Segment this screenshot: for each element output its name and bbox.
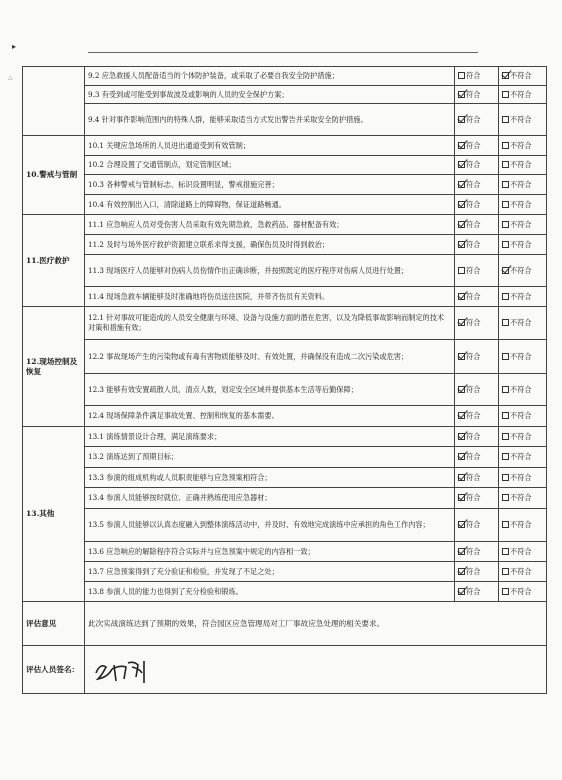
pass-option[interactable] (455, 287, 499, 307)
option-label: 符合 (466, 318, 481, 327)
criterion-text: 13.4 参演人员能够按时就位、正确并熟练使用应急器材； (85, 488, 455, 509)
option-label: 符合 (466, 265, 481, 275)
checked-box-icon[interactable] (458, 116, 465, 123)
fail-option[interactable] (499, 104, 547, 136)
category-label: 11.医疗救护 (23, 215, 85, 307)
option-label: 符合 (466, 472, 481, 482)
evaluation-table (22, 66, 547, 694)
checklist-row (23, 67, 547, 86)
pass-option[interactable] (455, 509, 499, 542)
checklist-row (23, 509, 547, 542)
option-label: 符合 (466, 520, 481, 529)
criterion-text: 11.2 及时与场外医疗救护资源建立联系求得支援，确保伤员及时得到救治； (85, 235, 455, 255)
checklist-row (23, 427, 547, 447)
checkbox-icon[interactable] (502, 353, 509, 360)
option-label: 符合 (466, 452, 481, 461)
option-label: 不符合 (510, 493, 532, 502)
checklist-row (23, 488, 547, 509)
checklist-row (23, 374, 547, 406)
option-label: 不符合 (510, 114, 532, 124)
checked-box-icon[interactable] (458, 161, 465, 168)
checkbox-icon[interactable] (502, 293, 509, 300)
assessment-label: 评估意见 (23, 602, 85, 646)
checkbox-icon[interactable] (458, 72, 465, 79)
checkbox-icon[interactable] (502, 241, 509, 248)
checklist-row (23, 235, 547, 255)
pass-option[interactable] (455, 406, 499, 427)
option-label: 不符合 (510, 546, 532, 556)
option-label: 符合 (466, 586, 481, 596)
checklist-row (23, 447, 547, 468)
option-label: 符合 (466, 160, 481, 169)
option-label: 不符合 (510, 411, 532, 420)
pass-option[interactable] (455, 175, 499, 195)
option-label: 不符合 (510, 520, 532, 529)
option-label: 符合 (466, 431, 481, 441)
fail-option[interactable] (499, 374, 547, 406)
fail-option[interactable] (499, 86, 547, 104)
checked-box-icon[interactable] (458, 201, 465, 208)
checked-box-icon[interactable] (458, 293, 465, 300)
checked-box-icon[interactable] (458, 521, 465, 528)
checkbox-icon[interactable] (502, 181, 509, 188)
pass-option[interactable] (455, 136, 499, 156)
fail-option[interactable] (499, 582, 547, 602)
checklist-row (23, 406, 547, 427)
criterion-text: 13.7 应急预案得到了充分验证和检验，并发现了不足之处； (85, 562, 455, 582)
fail-option[interactable] (499, 562, 547, 582)
checkbox-icon[interactable] (502, 433, 509, 440)
option-label: 不符合 (510, 566, 532, 576)
pass-option[interactable] (455, 340, 499, 374)
option-label: 不符合 (510, 586, 532, 596)
fail-option[interactable] (499, 307, 547, 340)
pass-option[interactable] (455, 562, 499, 582)
pass-option[interactable] (455, 488, 499, 509)
checklist-row (23, 287, 547, 307)
option-label: 不符合 (510, 199, 532, 209)
checked-box-icon[interactable] (458, 91, 465, 98)
checkbox-icon[interactable] (502, 201, 509, 208)
signature-row (23, 646, 547, 694)
option-label: 不符合 (510, 431, 532, 441)
checkbox-icon[interactable] (502, 588, 509, 595)
option-label: 符合 (466, 493, 481, 502)
criterion-text: 11.1 应急响应人员对受伤害人员采取有效先期急救，急救药品、器材配备有效； (85, 215, 455, 235)
criterion-text: 9.3 有受到或可能受到事故波及或影响的人员的安全保护方案； (85, 86, 455, 104)
fail-option[interactable] (499, 488, 547, 509)
pass-option[interactable] (455, 195, 499, 215)
checked-box-icon[interactable] (458, 241, 465, 248)
checked-box-icon[interactable] (458, 353, 465, 360)
criterion-text: 11.3 现场医疗人员能够对伤病人员伤情作出正确诊断，并按照既定的医疗程序对伤病人员进行处置； (85, 255, 455, 287)
option-label: 符合 (466, 566, 481, 576)
pass-option[interactable] (455, 427, 499, 447)
handwritten-signature (88, 655, 158, 685)
criterion-text: 10.3 各种警戒与管制标志、标识设置明显，警戒措施完善； (85, 175, 455, 195)
checked-box-icon[interactable] (458, 548, 465, 555)
fail-option[interactable] (499, 195, 547, 215)
checklist-row (23, 562, 547, 582)
option-label: 符合 (466, 546, 481, 556)
criterion-text: 9.2 应急救援人员配备适当的个体防护装备，或采取了必要自我安全防护措施； (85, 67, 455, 86)
fail-option[interactable] (499, 175, 547, 195)
signature-cell (85, 646, 547, 694)
checklist-row (23, 468, 547, 488)
pass-option[interactable] (455, 86, 499, 104)
fail-option[interactable] (499, 447, 547, 468)
criterion-text: 12.4 现场保障条件满足事故处置、控制和恢复的基本需要。 (85, 406, 455, 427)
checkbox-icon[interactable] (502, 548, 509, 555)
option-label: 符合 (466, 89, 481, 99)
checked-box-icon[interactable] (502, 72, 509, 79)
checklist-row (23, 86, 547, 104)
signature-label: 评估人员签名： (23, 646, 85, 694)
option-label: 符合 (466, 411, 481, 420)
assessment-row (23, 602, 547, 646)
criterion-text: 10.1 关键应急场所的人员进出通道受到有效管制； (85, 136, 455, 156)
pass-option[interactable] (455, 156, 499, 175)
option-label: 不符合 (510, 219, 532, 229)
checkbox-icon[interactable] (502, 412, 509, 419)
option-label: 符合 (466, 219, 481, 229)
fail-option[interactable] (499, 215, 547, 235)
checked-box-icon[interactable] (458, 319, 465, 326)
option-label: 符合 (466, 384, 481, 394)
checkbox-icon[interactable] (502, 221, 509, 228)
option-label: 不符合 (510, 291, 532, 301)
checkbox-icon[interactable] (502, 568, 509, 575)
pass-option[interactable] (455, 255, 499, 287)
checked-box-icon[interactable] (458, 474, 465, 481)
checked-box-icon[interactable] (458, 568, 465, 575)
checklist-row (23, 215, 547, 235)
checkbox-icon[interactable] (502, 521, 509, 528)
option-label: 不符合 (510, 265, 532, 275)
checkbox-icon[interactable] (502, 116, 509, 123)
criterion-text: 12.2 事故现场产生的污染物或有毒有害物质能够及时、有效处置，并确保没有造成二次污染或危害； (85, 340, 455, 374)
checked-box-icon[interactable] (458, 588, 465, 595)
checklist-row (23, 542, 547, 562)
checked-box-icon[interactable] (458, 142, 465, 149)
criterion-text: 11.4 现场急救车辆能够及时准确地将伤员送往医院，并带齐伤员有关资料。 (85, 287, 455, 307)
checkbox-icon[interactable] (502, 142, 509, 149)
pass-option[interactable] (455, 542, 499, 562)
checked-box-icon[interactable] (458, 433, 465, 440)
checklist-row (23, 175, 547, 195)
option-label: 不符合 (510, 239, 532, 249)
checked-box-icon[interactable] (458, 181, 465, 188)
option-label: 符合 (466, 199, 481, 209)
option-label: 符合 (466, 179, 481, 189)
checked-box-icon[interactable] (502, 267, 509, 274)
criterion-text: 9.4 针对事件影响范围内的特殊人群，能够采取适当方式发出警告并采取安全防护措施。 (85, 104, 455, 136)
option-label: 不符合 (510, 351, 532, 361)
option-label: 不符合 (510, 318, 532, 327)
checklist-row (23, 340, 547, 374)
fail-option[interactable] (499, 542, 547, 562)
option-label: 符合 (466, 140, 481, 150)
pass-option[interactable] (455, 468, 499, 488)
fail-option[interactable] (499, 235, 547, 255)
pass-option[interactable] (455, 307, 499, 340)
criterion-text: 13.8 参演人员的能力也得到了充分检验和锻炼。 (85, 582, 455, 602)
fail-option[interactable] (499, 67, 547, 86)
checkbox-icon[interactable] (502, 91, 509, 98)
fail-option[interactable] (499, 255, 547, 287)
option-label: 不符合 (510, 472, 532, 482)
checklist-row (23, 156, 547, 175)
criterion-text: 13.3 参演的组成机构或人员职责能够与应急预案相符合； (85, 468, 455, 488)
option-label: 符合 (466, 71, 481, 80)
margin-mark: △ (8, 74, 13, 81)
pass-option[interactable] (455, 215, 499, 235)
criterion-text: 13.2 演练达到了预期目标； (85, 447, 455, 468)
pass-option[interactable] (455, 104, 499, 136)
pass-option[interactable] (455, 67, 499, 86)
checklist-row (23, 195, 547, 215)
criterion-text: 10.2 合理设置了交通管制点，划定管制区域； (85, 156, 455, 175)
checked-box-icon[interactable] (458, 494, 465, 501)
pass-option[interactable] (455, 582, 499, 602)
checkbox-icon[interactable] (502, 386, 509, 393)
option-label: 不符合 (510, 160, 532, 169)
fail-option[interactable] (499, 287, 547, 307)
checked-box-icon[interactable] (458, 412, 465, 419)
checkbox-icon[interactable] (502, 474, 509, 481)
option-label: 符合 (466, 239, 481, 249)
checkbox-icon[interactable] (502, 161, 509, 168)
pass-option[interactable] (455, 374, 499, 406)
header-rule (88, 52, 478, 53)
option-label: 符合 (466, 351, 481, 361)
criterion-text: 10.4 有效控制出入口，清除道路上的障碍物，保证道路畅通。 (85, 195, 455, 215)
pass-option[interactable] (455, 447, 499, 468)
checked-box-icon[interactable] (458, 386, 465, 393)
category-label (23, 67, 85, 136)
criterion-text: 12.1 针对事故可能造成的人员安全健康与环境、设备与设施方面的潜在危害，以及为降低事故影响而制定的技术对策和措施有效； (85, 307, 455, 340)
fail-option[interactable] (499, 468, 547, 488)
fail-option[interactable] (499, 340, 547, 374)
option-label: 符合 (466, 291, 481, 301)
option-label: 不符合 (510, 384, 532, 394)
checked-box-icon[interactable] (458, 453, 465, 460)
criterion-text: 13.5 参演人员能够以认真态度融入到整体演练活动中，并及时、有效地完成演练中应承担的角色工作内容； (85, 509, 455, 542)
option-label: 不符合 (510, 89, 532, 99)
checklist-row (23, 255, 547, 287)
fail-option[interactable] (499, 406, 547, 427)
fail-option[interactable] (499, 136, 547, 156)
checklist-row (23, 136, 547, 156)
option-label: 不符合 (510, 452, 532, 461)
category-label: 10.警戒与管制 (23, 136, 85, 215)
fail-option[interactable] (499, 427, 547, 447)
pass-option[interactable] (455, 235, 499, 255)
checkbox-icon[interactable] (502, 319, 509, 326)
checkbox-icon[interactable] (458, 267, 465, 274)
category-label: 12.现场控制及恢复 (23, 307, 85, 427)
option-label: 不符合 (510, 179, 532, 189)
option-label: 不符合 (510, 71, 532, 80)
option-label: 符合 (466, 114, 481, 124)
option-label: 不符合 (510, 140, 532, 150)
fail-option[interactable] (499, 509, 547, 542)
corner-mark: ▸ (12, 42, 17, 51)
assessment-text: 此次实战演练达到了预期的效果，符合园区应急管理局对工厂事故应急处理的相关要求。 (85, 602, 547, 646)
checkbox-icon[interactable] (502, 453, 509, 460)
criterion-text: 13.6 应急响应的解除程序符合实际并与应急预案中规定的内容相一致； (85, 542, 455, 562)
checkbox-icon[interactable] (502, 494, 509, 501)
checklist-row (23, 582, 547, 602)
checklist-row (23, 307, 547, 340)
fail-option[interactable] (499, 156, 547, 175)
checked-box-icon[interactable] (458, 221, 465, 228)
checklist-row (23, 104, 547, 136)
criterion-text: 12.3 能够有效安置疏散人员，清点人数，划定安全区域并提供基本生活等后勤保障； (85, 374, 455, 406)
category-label: 13.其他 (23, 427, 85, 602)
criterion-text: 13.1 演练情景设计合理，满足演练要求； (85, 427, 455, 447)
